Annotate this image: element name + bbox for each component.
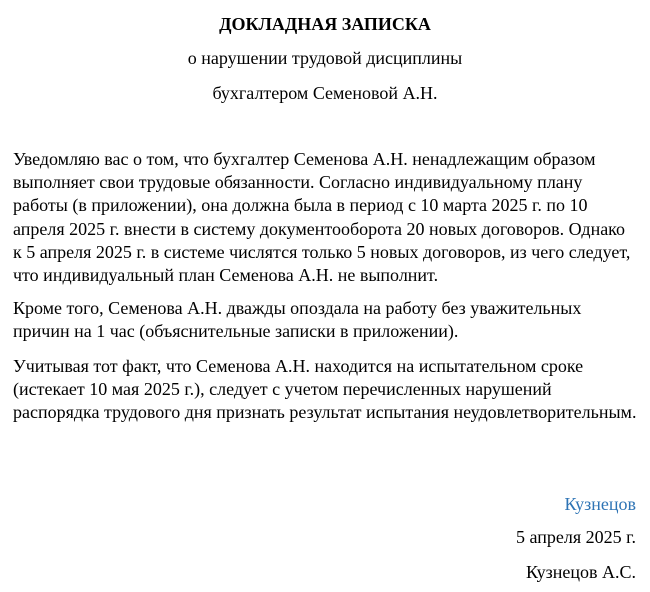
paragraph-violation-plan: Уведомляю вас о том, что бухгалтер Семенова А.Н. ненадлежащим образом выполняет свои трудовые обязанности. Согласно индивидуальному плану работы (в приложении), она должна была в период с 10 марта 2025 г. по 10 апреля 2025 г. внести в систему документооборота 20 новых договоров. Однако к 5 апреля 2025 г. в системе числятся только 5 новых договоров, из чего следует, что индивидуальный план Семенова А.Н. не выполнит. [13,149,631,286]
signature-name: Кузнецов А.С. [525,562,636,582]
signature-date: 5 апреля 2025 г. [516,527,636,547]
paragraph-conclusion: Учитывая тот факт, что Семенова А.Н. находится на испытательном сроке (истекает 10 мая 2025 г.), следует с учетом перечисленных нарушений распорядка трудового дня признать результат испытания неудовлетворительным. [13,356,637,423]
document-subtitle-line2: бухгалтером Семеновой А.Н. [212,83,438,103]
document-title: ДОКЛАДНАЯ ЗАПИСКА [219,14,431,34]
handwritten-signature: Кузнецов [564,494,636,514]
paragraph-lateness: Кроме того, Семенова А.Н. дважды опоздала на работу без уважительных причин на 1 час (объяснительные записки в приложении). [13,298,582,342]
document-subtitle-line1: о нарушении трудовой дисциплины [187,48,463,68]
